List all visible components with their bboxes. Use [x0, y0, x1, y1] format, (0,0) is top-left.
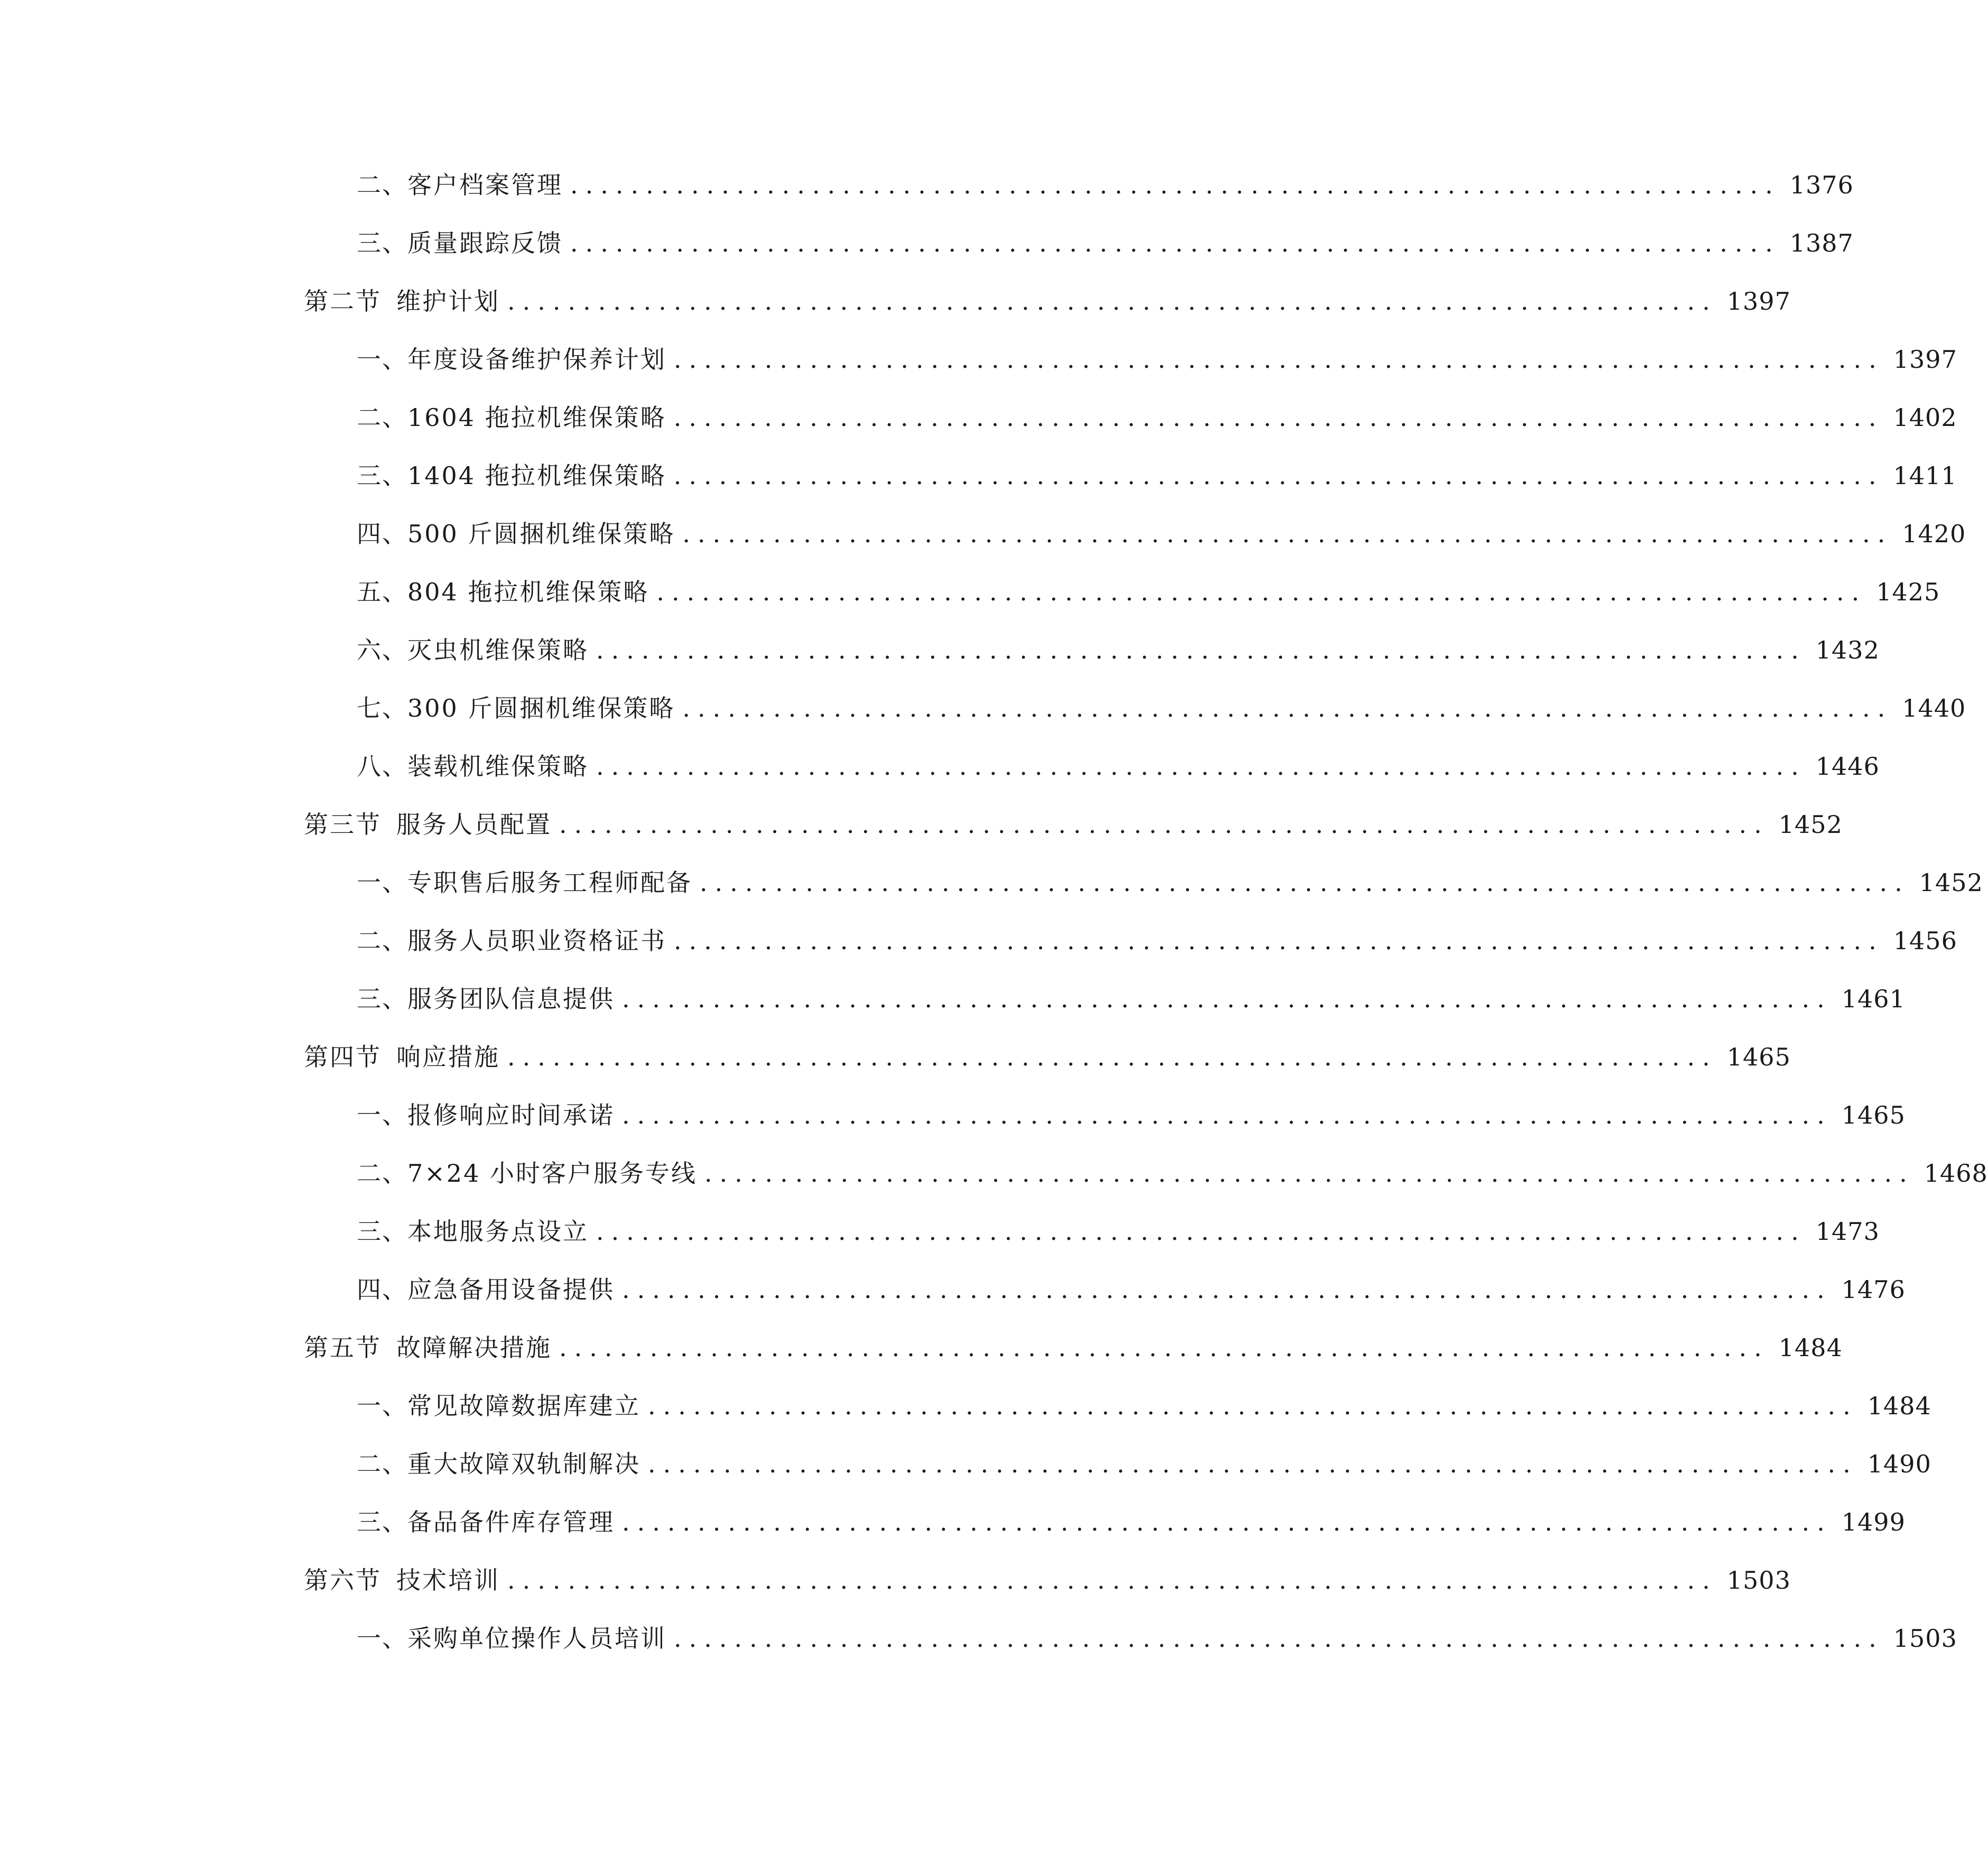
toc-item-row[interactable] [357, 1385, 1931, 1427]
toc-title[interactable]: 灭虫机维保策略 [407, 636, 589, 664]
toc-page-number[interactable]: 1397 [1893, 345, 1957, 374]
toc-title[interactable]: 维护计划 [396, 287, 500, 316]
toc-number: 二、 [357, 1450, 407, 1478]
toc-item-row[interactable] [357, 396, 1957, 439]
toc-number: 三、 [357, 1217, 407, 1246]
toc-section-row[interactable] [304, 1559, 1791, 1601]
toc-number: 一、 [357, 1624, 407, 1653]
toc-title[interactable]: 客户档案管理 [407, 171, 563, 199]
dot-leader: ................................................................................ [622, 1101, 1832, 1129]
toc-title[interactable]: 常见故障数据库建立 [407, 1392, 640, 1420]
toc-item-row[interactable] [357, 745, 1880, 787]
toc-title[interactable]: 服务团队信息提供 [407, 985, 615, 1013]
toc-number: 二、 [357, 926, 407, 955]
dot-leader: ................................................................................ [682, 694, 1893, 722]
toc-page-number[interactable]: 1503 [1726, 1566, 1791, 1595]
toc-number: 三、 [357, 229, 407, 257]
toc-page-number[interactable]: 1376 [1789, 171, 1854, 199]
dot-leader: ................................................................................ [507, 287, 1717, 316]
toc-item-row[interactable] [357, 1617, 1957, 1660]
toc-section-row[interactable] [304, 1327, 1843, 1369]
toc-section-row[interactable] [304, 803, 1843, 846]
dot-leader: ................................................................................ [656, 578, 1867, 606]
toc-title[interactable]: 804 拖拉机维保策略 [407, 578, 649, 606]
toc-item-row[interactable] [357, 455, 1957, 497]
toc-title[interactable]: 服务人员职业资格证书 [407, 926, 666, 955]
toc-number: 四、 [357, 520, 407, 548]
toc-title[interactable]: 质量跟踪反馈 [407, 229, 563, 257]
dot-leader: ................................................................................ [704, 1159, 1915, 1188]
toc-number: 第二节 [304, 287, 382, 316]
toc-number: 五、 [357, 578, 407, 606]
toc-number: 一、 [357, 868, 407, 897]
toc-page-number[interactable]: 1446 [1815, 752, 1880, 781]
toc-number: 第五节 [304, 1333, 382, 1362]
toc-page-number[interactable]: 1397 [1726, 287, 1791, 316]
toc-page-number[interactable]: 1411 [1893, 461, 1957, 490]
toc-title[interactable]: 应急备用设备提供 [407, 1275, 615, 1304]
toc-item-row[interactable] [357, 1152, 1988, 1194]
toc-number: 一、 [357, 1101, 407, 1129]
toc-number: 三、 [357, 985, 407, 1013]
toc-page-number[interactable]: 1484 [1778, 1333, 1843, 1362]
dot-leader: ................................................................................ [559, 1333, 1769, 1362]
toc-number: 七、 [357, 694, 407, 722]
dot-leader: ................................................................................ [673, 461, 1884, 490]
dot-leader: ................................................................................ [570, 171, 1780, 199]
toc-title[interactable]: 1604 拖拉机维保策略 [407, 403, 666, 432]
toc-number: 二、 [357, 403, 407, 432]
toc-number: 一、 [357, 345, 407, 374]
toc-page-number[interactable]: 1499 [1841, 1508, 1906, 1536]
toc-page-number[interactable]: 1456 [1893, 926, 1957, 955]
toc-section-row[interactable] [304, 1036, 1791, 1078]
toc-page-number[interactable]: 1461 [1841, 985, 1906, 1013]
toc-page-number[interactable]: 1452 [1919, 868, 1983, 897]
dot-leader: ................................................................................ [674, 926, 1884, 955]
toc-title[interactable]: 500 斤圆捆机维保策略 [407, 520, 675, 548]
toc-item-row[interactable] [357, 861, 1983, 904]
toc-title[interactable]: 专职售后服务工程师配备 [407, 868, 692, 897]
toc-page-number[interactable]: 1402 [1893, 403, 1957, 432]
toc-page-number[interactable]: 1473 [1815, 1217, 1880, 1246]
toc-title[interactable]: 故障解决措施 [396, 1333, 552, 1362]
dot-leader: ................................................................................ [570, 229, 1780, 257]
toc-page-number[interactable]: 1465 [1726, 1043, 1791, 1071]
toc-page-number[interactable]: 1420 [1902, 520, 1966, 548]
toc-number: 三、 [357, 1508, 407, 1536]
toc-item-row[interactable] [357, 687, 1966, 729]
toc-page-number[interactable]: 1484 [1867, 1392, 1931, 1420]
toc-number: 第四节 [304, 1043, 382, 1071]
toc-item-row[interactable] [357, 629, 1880, 671]
toc-page-number[interactable]: 1425 [1876, 578, 1940, 606]
toc-number: 二、 [357, 1159, 407, 1188]
toc-item-row[interactable] [357, 513, 1966, 555]
dot-leader: ................................................................................ [622, 985, 1832, 1013]
dot-leader: ................................................................................ [596, 1217, 1806, 1246]
toc-item-row[interactable] [357, 571, 1940, 613]
toc-number: 八、 [357, 752, 407, 781]
toc-title[interactable]: 重大故障双轨制解决 [407, 1450, 640, 1478]
toc-item-row[interactable] [357, 1094, 1906, 1136]
dot-leader: ................................................................................ [648, 1392, 1858, 1420]
toc-title[interactable]: 装载机维保策略 [407, 752, 589, 781]
toc-title[interactable]: 年度设备维护保养计划 [407, 345, 666, 374]
toc-item-row[interactable] [357, 1443, 1931, 1485]
toc-number: 四、 [357, 1275, 407, 1304]
toc-number: 三、 [357, 461, 407, 490]
toc-section-row[interactable] [304, 280, 1791, 322]
toc-number: 第三节 [304, 810, 382, 839]
toc-page-number[interactable]: 1465 [1841, 1101, 1906, 1129]
dot-leader: ................................................................................ [674, 345, 1884, 374]
toc-title[interactable]: 采购单位操作人员培训 [407, 1624, 666, 1653]
toc-number: 一、 [357, 1392, 407, 1420]
dot-leader: ................................................................................ [596, 636, 1806, 664]
toc-number: 第六节 [304, 1566, 382, 1595]
dot-leader: ................................................................................ [596, 752, 1806, 781]
dot-leader: ................................................................................ [673, 403, 1884, 432]
toc-title[interactable]: 服务人员配置 [396, 810, 552, 839]
toc-title[interactable]: 响应措施 [396, 1043, 500, 1071]
toc-title[interactable]: 7×24 小时客户服务专线 [407, 1159, 697, 1188]
dot-leader: ................................................................................ [682, 520, 1893, 548]
dot-leader: ................................................................................ [559, 810, 1769, 839]
toc-title[interactable]: 备品备件库存管理 [407, 1508, 615, 1536]
toc-page-number[interactable]: 1387 [1789, 229, 1854, 257]
toc-number: 二、 [357, 171, 407, 199]
toc-item-row[interactable] [357, 920, 1957, 962]
toc-title[interactable]: 300 斤圆捆机维保策略 [407, 694, 675, 722]
toc-page-number[interactable]: 1432 [1815, 636, 1880, 664]
toc-item-row[interactable] [357, 1210, 1880, 1253]
toc-item-row[interactable] [357, 978, 1906, 1020]
dot-leader: ................................................................................ [507, 1566, 1717, 1595]
toc-item-row[interactable] [357, 338, 1957, 381]
toc-page-number[interactable]: 1490 [1867, 1450, 1931, 1478]
toc-number: 六、 [357, 636, 407, 664]
toc-title[interactable]: 报修响应时间承诺 [407, 1101, 615, 1129]
toc-item-row[interactable] [357, 1268, 1906, 1311]
dot-leader: ................................................................................ [622, 1275, 1832, 1304]
toc-page-number[interactable]: 1468 [1924, 1159, 1988, 1188]
dot-leader: ................................................................................ [674, 1624, 1884, 1653]
toc-title[interactable]: 技术培训 [396, 1566, 500, 1595]
toc-title[interactable]: 本地服务点设立 [407, 1217, 589, 1246]
toc-title[interactable]: 1404 拖拉机维保策略 [407, 461, 666, 490]
dot-leader: ................................................................................ [700, 868, 1910, 897]
toc-item-row[interactable] [357, 1501, 1906, 1543]
dot-leader: ................................................................................ [622, 1508, 1832, 1536]
toc-page-number[interactable]: 1503 [1893, 1624, 1957, 1653]
toc-item-row[interactable] [357, 164, 1854, 206]
toc-page-number[interactable]: 1476 [1841, 1275, 1906, 1304]
toc-item-row[interactable] [357, 222, 1854, 264]
toc-page-number[interactable]: 1452 [1778, 810, 1843, 839]
toc-page-number[interactable]: 1440 [1902, 694, 1966, 722]
dot-leader: ................................................................................ [648, 1450, 1858, 1478]
dot-leader: ................................................................................ [507, 1043, 1717, 1071]
